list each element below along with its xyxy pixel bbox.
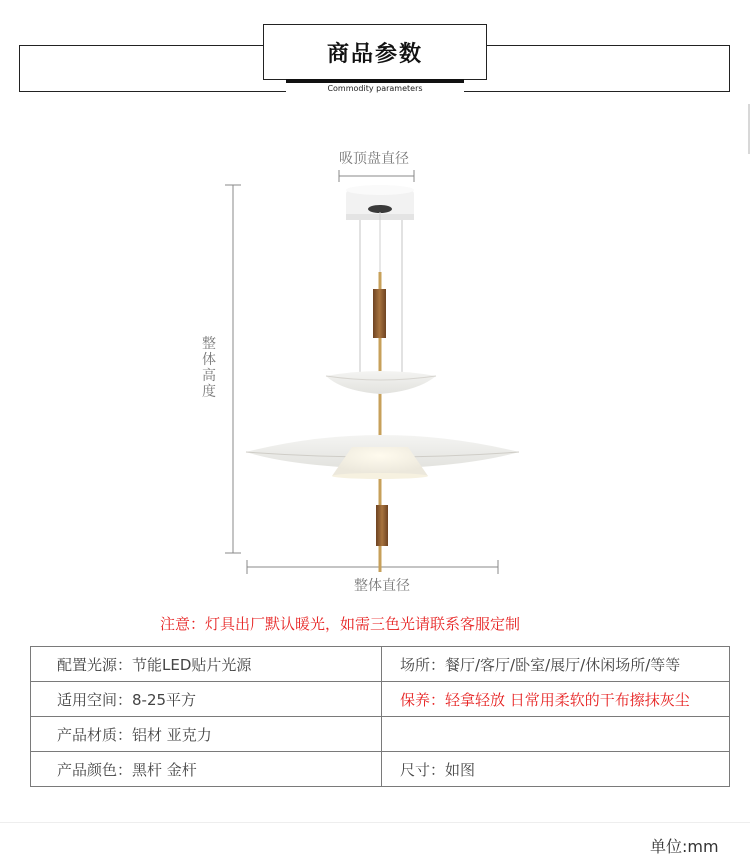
height-dimension-line bbox=[225, 185, 241, 553]
notice-text: 注意：灯具出厂默认暖光，如需三色光请联系客服定制 bbox=[159, 615, 520, 633]
wood-sleeve-upper bbox=[373, 289, 386, 338]
table-row bbox=[31, 647, 730, 682]
diffuser-rim bbox=[332, 473, 428, 479]
spec-maintenance: 保养：轻拿轻放 日常用柔软的干布擦抹灰尘 bbox=[382, 682, 730, 717]
canopy-dimension-line bbox=[339, 170, 414, 182]
overall-height-label: 整 体 高 度 bbox=[202, 336, 216, 400]
unit-label: 单位:mm bbox=[650, 837, 719, 856]
section-divider bbox=[0, 822, 750, 823]
canopy-diameter-label: 吸顶盘直径 bbox=[339, 151, 409, 167]
table-row bbox=[31, 717, 730, 752]
spec-size: 尺寸：如图 bbox=[382, 752, 730, 787]
upper-shade bbox=[326, 371, 436, 394]
diameter-dimension-line bbox=[247, 560, 498, 574]
spec-color: 产品颜色：黑杆 金杆 bbox=[31, 752, 382, 787]
section-subtitle: Commodity parameters bbox=[327, 84, 423, 93]
spec-material: 产品材质：铝材 亚克力 bbox=[31, 717, 382, 752]
table-row bbox=[31, 752, 730, 787]
wood-sleeve-lower bbox=[376, 505, 388, 546]
spec-light-source: 配置光源：节能LED贴片光源 bbox=[31, 647, 382, 682]
section-title: 商品参数 bbox=[326, 41, 423, 67]
table-row bbox=[31, 682, 730, 717]
spec-empty-cell bbox=[382, 717, 730, 752]
spec-location: 场所：餐厅/客厅/卧室/展厅/休闲场所/等等 bbox=[382, 647, 730, 682]
overall-diameter-label: 整体直径 bbox=[354, 578, 410, 594]
spec-table bbox=[30, 646, 730, 787]
spec-space: 适用空间：8-25平方 bbox=[31, 682, 382, 717]
